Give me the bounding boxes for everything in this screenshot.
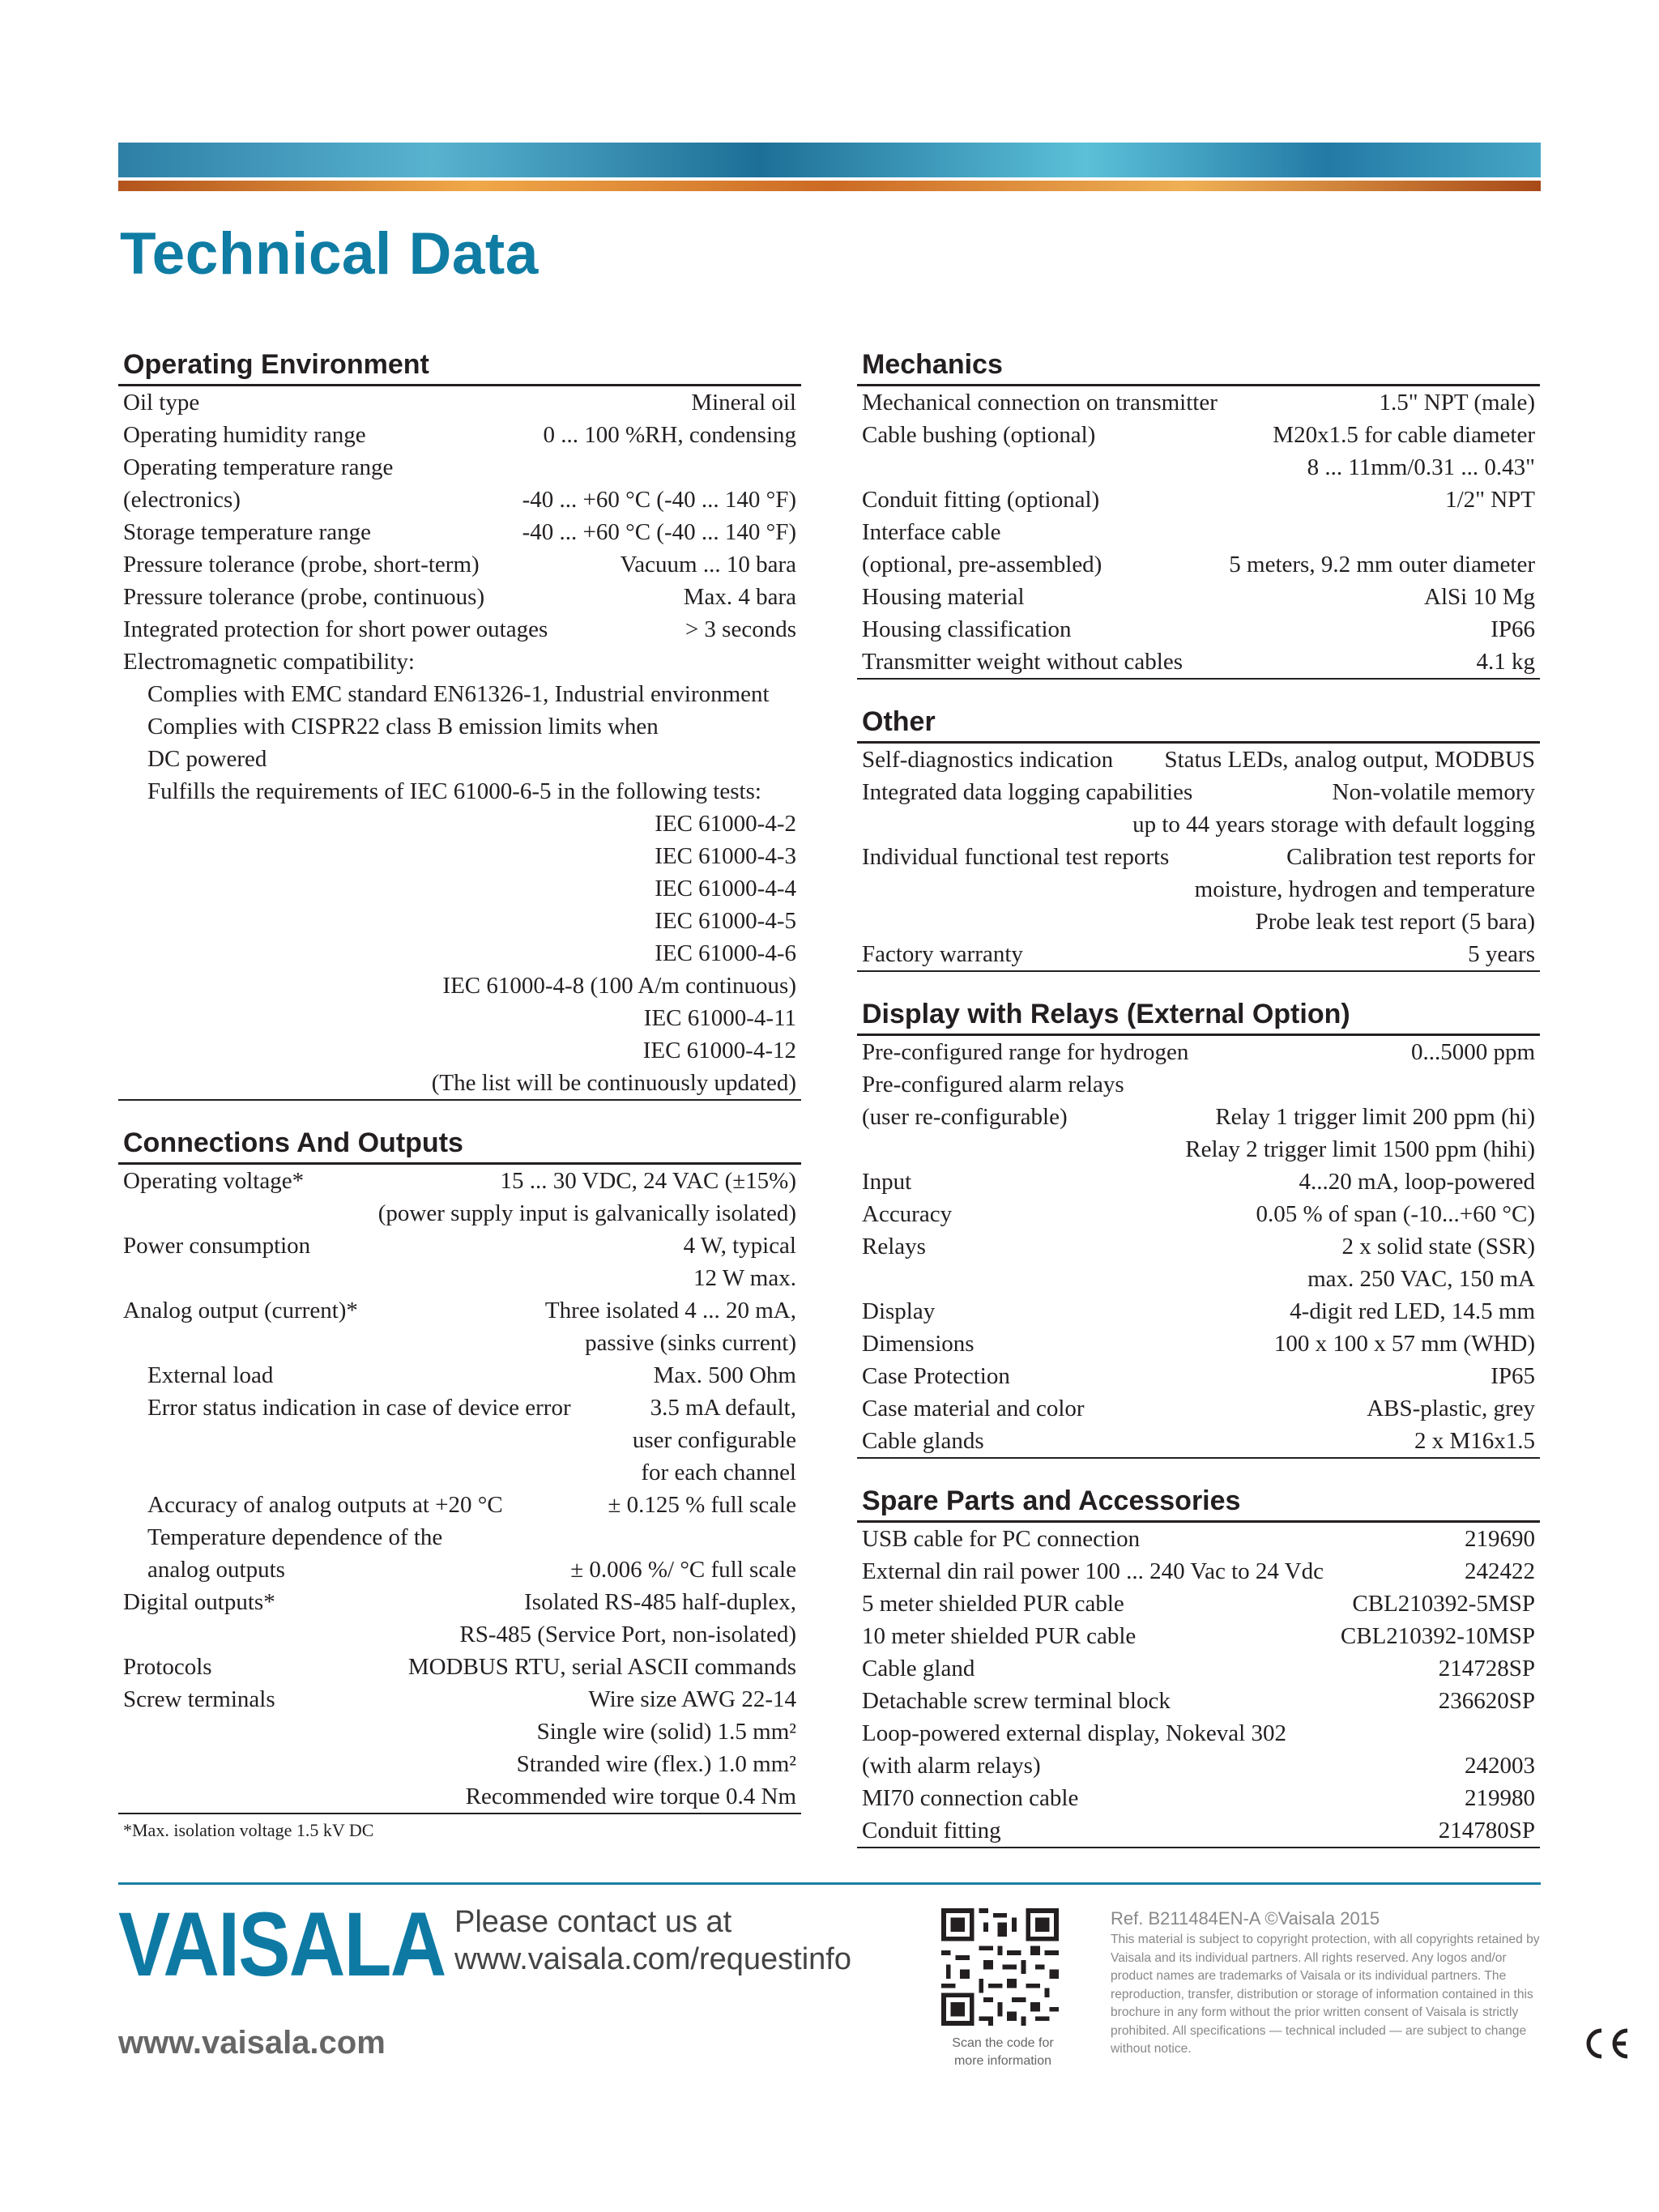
spec-value: IEC 61000-4-11: [643, 1005, 796, 1031]
spec-row: [857, 1685, 1540, 1717]
spec-label: Cable gland: [862, 1656, 975, 1681]
spec-label: 10 meter shielded PUR cable: [862, 1623, 1137, 1649]
spec-value: 214728SP: [1438, 1656, 1535, 1681]
section-heading: Operating Environment: [118, 345, 801, 386]
spec-row: [118, 905, 801, 937]
spec-row: [118, 1230, 801, 1262]
spec-row: [118, 451, 801, 484]
spec-row: [118, 1262, 801, 1294]
spec-value: (The list will be continuously updated): [431, 1070, 796, 1096]
spec-value: 5 years: [1468, 941, 1535, 967]
spec-row: [118, 646, 801, 678]
spec-value: IEC 61000-4-5: [655, 908, 796, 934]
spec-value: IP65: [1491, 1363, 1535, 1389]
spec-label: Display: [862, 1298, 936, 1324]
spec-label: Pre-configured alarm relays: [862, 1072, 1124, 1097]
spec-row: [118, 775, 801, 808]
spec-value: Isolated RS-485 half-duplex,: [524, 1589, 796, 1615]
spec-label: Factory warranty: [862, 941, 1023, 967]
footnote: *Max. isolation voltage 1.5 kV DC: [123, 1820, 374, 1840]
spec-value: Max. 500 Ohm: [653, 1362, 796, 1388]
spec-label: Accuracy of analog outputs at +20 °C: [147, 1492, 503, 1518]
spec-row: [118, 1683, 801, 1715]
spec-row: [857, 1620, 1540, 1652]
spec-row: [857, 938, 1540, 970]
spec-value: Relay 1 trigger limit 200 ppm (hi): [1215, 1104, 1535, 1130]
section-heading: Spare Parts and Accessories: [857, 1481, 1540, 1523]
spec-row: [118, 743, 801, 775]
spec-row: [857, 1555, 1540, 1588]
spec-value: 2 x M16x1.5: [1414, 1428, 1535, 1454]
spec-label: Conduit fitting: [862, 1818, 1001, 1843]
spec-value: 219980: [1465, 1785, 1535, 1811]
spec-row: [857, 484, 1540, 516]
spec-label: External din rail power 100 ... 240 Vac to 24 Vdc: [862, 1558, 1324, 1584]
spec-section: [857, 345, 1540, 680]
contact-link[interactable]: www.vaisala.com/requestinfo: [454, 1942, 851, 1976]
spec-label: Accuracy: [862, 1201, 953, 1227]
spec-row: [118, 872, 801, 905]
spec-row: [857, 1133, 1540, 1166]
spec-value: Stranded wire (flex.) 1.0 mm²: [516, 1751, 796, 1777]
spec-value: Relay 2 trigger limit 1500 ppm (hihi): [1185, 1136, 1535, 1162]
spec-row: [118, 1327, 801, 1359]
spec-value: ABS-plastic, grey: [1367, 1396, 1535, 1421]
spec-table: [857, 1036, 1540, 1459]
spec-value: Max. 4 bara: [683, 584, 796, 610]
spec-label: 5 meter shielded PUR cable: [862, 1591, 1124, 1617]
spec-value: 4.1 kg: [1476, 649, 1535, 675]
spec-row: [118, 1034, 801, 1067]
spec-value: Wire size AWG 22-14: [588, 1686, 796, 1712]
spec-row: [118, 1424, 801, 1456]
spec-table: [857, 1523, 1540, 1848]
spec-label: Interface cable: [862, 519, 1001, 545]
spec-row: [118, 548, 801, 581]
spec-label: Storage temperature range: [123, 519, 371, 545]
spec-value: > 3 seconds: [684, 616, 796, 642]
spec-value: user configurable: [632, 1427, 796, 1453]
spec-value: 214780SP: [1438, 1818, 1535, 1843]
spec-value: 1/2" NPT: [1445, 487, 1535, 513]
spec-label: Detachable screw terminal block: [862, 1688, 1171, 1714]
spec-row: [118, 1002, 801, 1034]
spec-value: 242422: [1465, 1558, 1535, 1584]
spec-row: [118, 1748, 801, 1780]
spec-value: IEC 61000-4-2: [655, 811, 796, 837]
spec-row: [857, 1523, 1540, 1555]
spec-value: Non-volatile memory: [1332, 779, 1535, 805]
spec-row: [857, 906, 1540, 938]
contact-text: Please contact us at: [454, 1905, 732, 1939]
spec-row: [857, 1230, 1540, 1263]
spec-row: [857, 1750, 1540, 1782]
spec-label: Input: [862, 1169, 912, 1195]
spec-row: [118, 1489, 801, 1521]
spec-value: 4-digit red LED, 14.5 mm: [1290, 1298, 1535, 1324]
spec-value: ± 0.006 %/ °C full scale: [570, 1557, 796, 1583]
spec-label: Loop-powered external display, Nokeval 302: [862, 1720, 1286, 1746]
spec-label: DC powered: [147, 746, 267, 772]
spec-label: Integrated protection for short power outages: [123, 616, 548, 642]
page-title: Technical Data: [120, 221, 539, 287]
spec-row: [857, 1068, 1540, 1101]
spec-row: [857, 1360, 1540, 1392]
spec-row: [857, 419, 1540, 451]
right-column: [857, 345, 1540, 1871]
spec-value: RS-485 (Service Port, non-isolated): [459, 1622, 796, 1647]
spec-value: Probe leak test report (5 bara): [1255, 909, 1535, 935]
footer-divider: [118, 1882, 1541, 1885]
spec-row: [857, 1101, 1540, 1133]
spec-row: [118, 386, 801, 419]
spec-value: 242003: [1465, 1753, 1535, 1779]
spec-row: [857, 1652, 1540, 1685]
left-column: [118, 345, 801, 1869]
vaisala-logo: VAISALA: [118, 1894, 446, 1995]
spec-row: [118, 581, 801, 613]
spec-row: [118, 1780, 801, 1813]
ce-mark-icon: [1580, 2027, 1631, 2060]
spec-table: [118, 1165, 801, 1814]
spec-row: [857, 1814, 1540, 1847]
section-heading: Connections And Outputs: [118, 1123, 801, 1165]
spec-row: [118, 1067, 801, 1099]
spec-row: [118, 1521, 801, 1554]
spec-value: AlSi 10 Mg: [1424, 584, 1535, 610]
spec-value: Three isolated 4 ... 20 mA,: [544, 1298, 796, 1323]
spec-label: Pre-configured range for hydrogen: [862, 1039, 1189, 1065]
spec-row: [857, 1295, 1540, 1328]
spec-row: [857, 744, 1540, 776]
spec-label: Complies with CISPR22 class B emission limits when: [147, 714, 659, 739]
spec-value: -40 ... +60 °C (-40 ... 140 °F): [522, 519, 796, 545]
spec-row: [118, 840, 801, 872]
spec-value: for each channel: [641, 1460, 796, 1485]
spec-value: MODBUS RTU, serial ASCII commands: [407, 1654, 796, 1680]
spec-row: [857, 548, 1540, 581]
spec-label: Pressure tolerance (probe, short-term): [123, 552, 480, 578]
spec-label: Operating voltage*: [123, 1168, 305, 1194]
spec-row: [857, 646, 1540, 678]
spec-value: passive (sinks current): [585, 1330, 796, 1356]
spec-value: 1.5" NPT (male): [1379, 390, 1535, 416]
spec-row: [118, 1715, 801, 1748]
spec-value: 0 ... 100 %RH, condensing: [543, 422, 796, 448]
spec-label: Power consumption: [123, 1233, 311, 1259]
spec-row: [857, 841, 1540, 873]
spec-section: [857, 1481, 1540, 1848]
spec-table: [857, 744, 1540, 972]
spec-label: Analog output (current)*: [123, 1298, 358, 1323]
spec-table: [118, 386, 801, 1101]
spec-value: IP66: [1491, 616, 1535, 642]
spec-label: Screw terminals: [123, 1686, 275, 1712]
spec-row: [118, 678, 801, 710]
spec-value: CBL210392-10MSP: [1340, 1623, 1535, 1649]
spec-label: MI70 connection cable: [862, 1785, 1079, 1811]
header-banner: [118, 143, 1541, 177]
spec-value: M20x1.5 for cable diameter: [1273, 422, 1535, 448]
spec-row: [118, 710, 801, 743]
spec-row: [857, 1166, 1540, 1198]
spec-label: Case Protection: [862, 1363, 1010, 1389]
spec-value: Mineral oil: [691, 390, 796, 416]
spec-row: [118, 1651, 801, 1683]
spec-row: [118, 808, 801, 840]
spec-value: 236620SP: [1438, 1688, 1535, 1714]
spec-value: 0.05 % of span (-10...+60 °C): [1256, 1201, 1535, 1227]
spec-value: Recommended wire torque 0.4 Nm: [465, 1784, 796, 1809]
spec-label: Cable glands: [862, 1428, 984, 1454]
spec-value: IEC 61000-4-12: [642, 1038, 796, 1063]
spec-value: Single wire (solid) 1.5 mm²: [536, 1719, 796, 1745]
spec-value: 12 W max.: [693, 1265, 796, 1291]
spec-value: IEC 61000-4-6: [655, 940, 796, 966]
spec-row: [857, 776, 1540, 808]
spec-label: Integrated data logging capabilities: [862, 779, 1193, 805]
spec-row: [857, 386, 1540, 419]
spec-row: [857, 1036, 1540, 1068]
header-banner-strip: [118, 181, 1541, 191]
spec-label: (electronics): [123, 487, 241, 513]
spec-value: 0...5000 ppm: [1410, 1039, 1535, 1065]
spec-row: [118, 484, 801, 516]
spec-value: Calibration test reports for: [1286, 844, 1535, 870]
spec-label: (optional, pre-assembled): [862, 552, 1102, 578]
spec-value: 4...20 mA, loop-powered: [1299, 1169, 1535, 1195]
spec-label: Complies with EMC standard EN61326-1, Industrial environment: [147, 681, 770, 707]
section-heading: Other: [857, 702, 1540, 744]
spec-value: IEC 61000-4-4: [655, 876, 796, 901]
spec-row: [857, 1392, 1540, 1425]
spec-value: CBL210392-5MSP: [1352, 1591, 1535, 1617]
spec-row: [857, 1198, 1540, 1230]
spec-label: Relays: [862, 1234, 926, 1259]
spec-label: Case material and color: [862, 1396, 1085, 1421]
spec-row: [118, 937, 801, 970]
spec-row: [118, 1554, 801, 1586]
spec-value: 219690: [1465, 1526, 1535, 1552]
spec-row: [857, 1425, 1540, 1457]
spec-value: IEC 61000-4-8 (100 A/m continuous): [442, 973, 796, 999]
spec-value: 15 ... 30 VDC, 24 VAC (±15%): [500, 1168, 796, 1194]
spec-label: (user re-configurable): [862, 1104, 1068, 1130]
spec-label: USB cable for PC connection: [862, 1526, 1141, 1552]
spec-label: Operating humidity range: [123, 422, 366, 448]
spec-section: [118, 1123, 801, 1847]
spec-label: Operating temperature range: [123, 454, 394, 480]
spec-row: [857, 1263, 1540, 1295]
spec-value: 100 x 100 x 57 mm (WHD): [1273, 1331, 1535, 1357]
spec-row: [857, 1782, 1540, 1814]
section-heading: Mechanics: [857, 345, 1540, 386]
spec-label: Oil type: [123, 390, 200, 416]
spec-label: Housing material: [862, 584, 1025, 610]
spec-row: [857, 808, 1540, 841]
spec-label: Digital outputs*: [123, 1589, 275, 1615]
spec-row: [118, 1618, 801, 1651]
spec-label: Mechanical connection on transmitter: [862, 390, 1218, 416]
spec-section: [118, 345, 801, 1101]
spec-value: 4 W, typical: [683, 1233, 796, 1259]
spec-value: -40 ... +60 °C (-40 ... 140 °F): [522, 487, 796, 513]
spec-row: [118, 613, 801, 646]
spec-value: max. 250 VAC, 150 mA: [1307, 1266, 1535, 1292]
spec-row: [857, 516, 1540, 548]
spec-value: 8 ... 11mm/0.31 ... 0.43": [1307, 454, 1535, 480]
spec-row: [118, 1586, 801, 1618]
spec-row: [118, 516, 801, 548]
spec-row: [857, 613, 1540, 646]
spec-section: [857, 702, 1540, 972]
spec-row: [857, 1717, 1540, 1750]
spec-row: [857, 1328, 1540, 1360]
spec-value: moisture, hydrogen and temperature: [1194, 876, 1535, 902]
spec-label: Cable bushing (optional): [862, 422, 1096, 448]
spec-row: [118, 970, 801, 1002]
spec-row: [857, 1588, 1540, 1620]
spec-label: Self-diagnostics indication: [862, 747, 1114, 773]
spec-value: Vacuum ... 10 bara: [620, 552, 796, 578]
spec-value: up to 44 years storage with default logging: [1132, 812, 1535, 837]
qr-code-icon: [941, 1908, 1059, 2026]
spec-row: [118, 1456, 801, 1489]
spec-value: (power supply input is galvanically isolated): [377, 1200, 796, 1226]
spec-label: Individual functional test reports: [862, 844, 1170, 870]
spec-label: Temperature dependence of the: [147, 1524, 443, 1550]
spec-value: 5 meters, 9.2 mm outer diameter: [1229, 552, 1535, 578]
spec-value: Status LEDs, analog output, MODBUS: [1164, 747, 1535, 773]
spec-label: Electromagnetic compatibility:: [123, 649, 415, 675]
reference-number: Ref. B211484EN-A ©Vaisala 2015: [1111, 1908, 1380, 1929]
spec-row: [118, 1197, 801, 1230]
spec-label: Dimensions: [862, 1331, 975, 1357]
spec-label: Fulfills the requirements of IEC 61000-6-5 in the following tests:: [147, 778, 761, 804]
spec-label: External load: [147, 1362, 274, 1388]
spec-label: Error status indication in case of device error: [147, 1395, 571, 1421]
spec-label: Transmitter weight without cables: [862, 649, 1183, 675]
spec-label: Pressure tolerance (probe, continuous): [123, 584, 485, 610]
spec-label: analog outputs: [147, 1557, 285, 1583]
spec-label: Housing classification: [862, 616, 1072, 642]
spec-row: [118, 1392, 801, 1424]
spec-table: [857, 386, 1540, 680]
spec-row: [857, 451, 1540, 484]
spec-row: [118, 419, 801, 451]
spec-row: [857, 581, 1540, 613]
spec-row: [118, 1294, 801, 1327]
legal-notice: This material is subject to copyright protection, with all copyrights retained by Vaisala and its individual partners. All rights reserved. Any logos and/or product names are trademarks of Vaisala or its individual partners. The reproduction, transfer, distribution or storage of information contained in this brochure in any form without the prior written consent of Vaisala is strictly prohibited. All specifications — technical included — are subject to change without notice.: [1111, 1933, 1540, 2056]
spec-row: [118, 1165, 801, 1197]
spec-value: 2 x solid state (SSR): [1341, 1234, 1535, 1259]
spec-row: [118, 1359, 801, 1392]
spec-value: IEC 61000-4-3: [655, 843, 796, 869]
spec-value: 3.5 mA default,: [650, 1395, 796, 1421]
spec-row: [857, 873, 1540, 906]
section-heading: Display with Relays (External Option): [857, 995, 1540, 1036]
spec-value: ± 0.125 % full scale: [608, 1492, 796, 1518]
spec-label: Conduit fitting (optional): [862, 487, 1100, 513]
spec-section: [857, 995, 1540, 1459]
qr-caption: Scan the code for more information: [952, 2036, 1054, 2068]
spec-label: Protocols: [123, 1654, 212, 1680]
spec-label: (with alarm relays): [862, 1753, 1041, 1779]
footer-website-link[interactable]: www.vaisala.com: [118, 2025, 386, 2061]
